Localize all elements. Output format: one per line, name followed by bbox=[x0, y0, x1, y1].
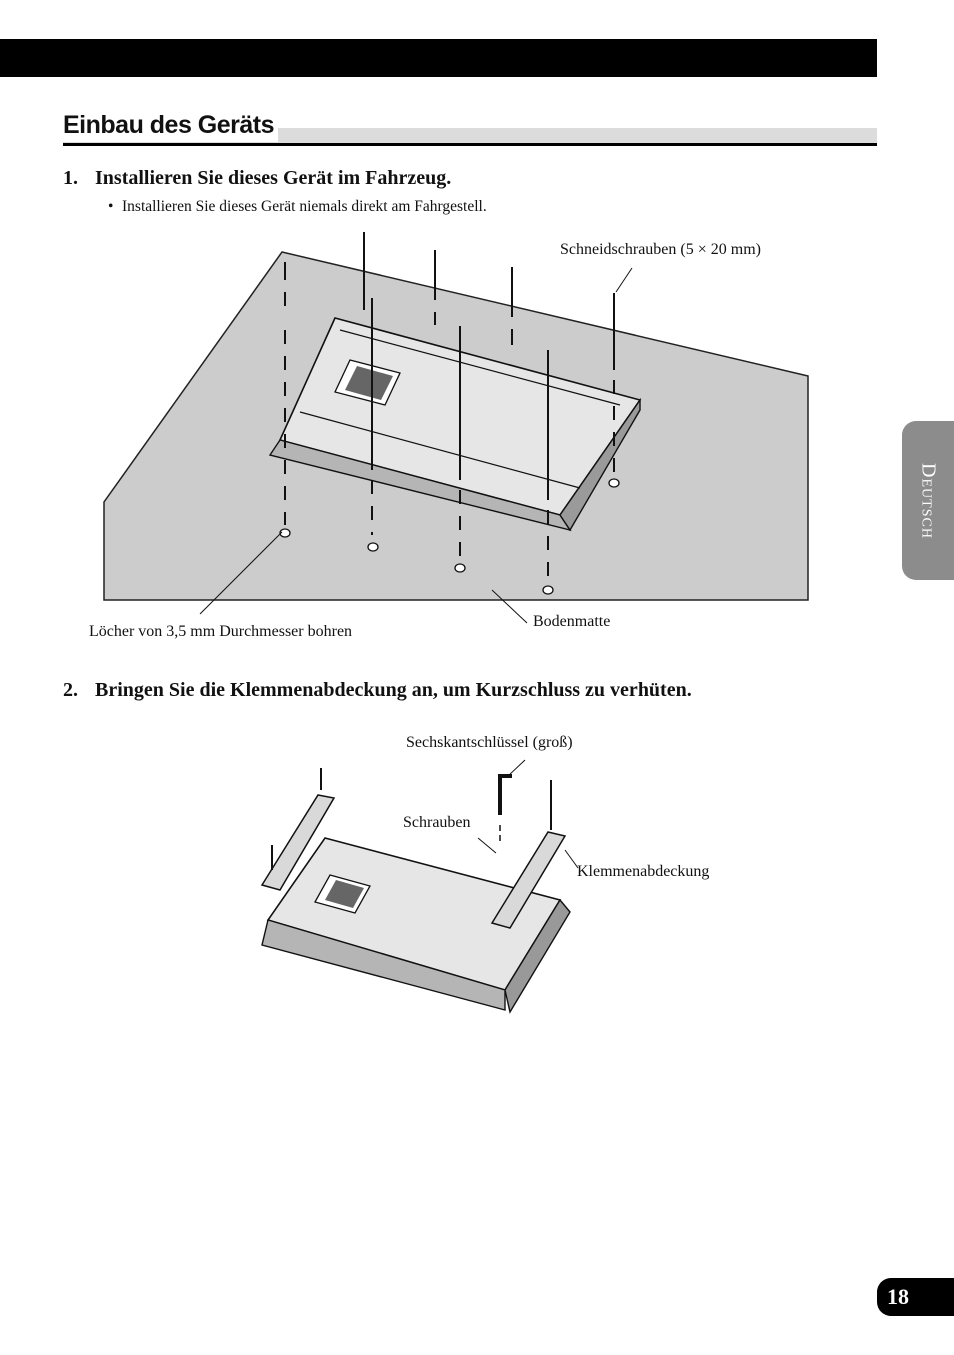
language-tab-label: Deutsch bbox=[917, 462, 940, 539]
figure-installation bbox=[0, 220, 954, 650]
header-bar bbox=[0, 39, 877, 77]
cover-label: Klemmenabdeckung bbox=[577, 863, 710, 880]
wrench-label: Sechskantschlüssel (groß) bbox=[406, 734, 573, 751]
step-1-number: 1. bbox=[63, 167, 78, 189]
hex-wrench bbox=[500, 776, 512, 815]
mat-label: Bodenmatte bbox=[533, 613, 611, 630]
step-2 bbox=[63, 678, 692, 702]
step-2-text: Bringen Sie die Klemmenabdeckung an, um Kurzschluss zu verhüten. bbox=[95, 679, 692, 701]
title-rule bbox=[63, 143, 877, 146]
screws-label: Schneidschrauben (5 × 20 mm) bbox=[560, 241, 761, 258]
section-title: Einbau des Geräts bbox=[63, 108, 278, 142]
language-tab bbox=[902, 421, 954, 580]
screws-label-2: Schrauben bbox=[403, 814, 471, 831]
step-2-number: 2. bbox=[63, 679, 78, 701]
holes-label: Löcher von 3,5 mm Durchmesser bohren bbox=[89, 623, 353, 640]
step-1 bbox=[63, 166, 451, 190]
figure-terminal-cover bbox=[0, 750, 954, 1030]
page-number: 18 bbox=[877, 1278, 954, 1316]
step-1-text: Installieren Sie dieses Gerät im Fahrzeug. bbox=[95, 167, 452, 189]
bullet-note: • Installieren Sie dieses Gerät niemals direkt am Fahrgestell. bbox=[122, 197, 487, 217]
